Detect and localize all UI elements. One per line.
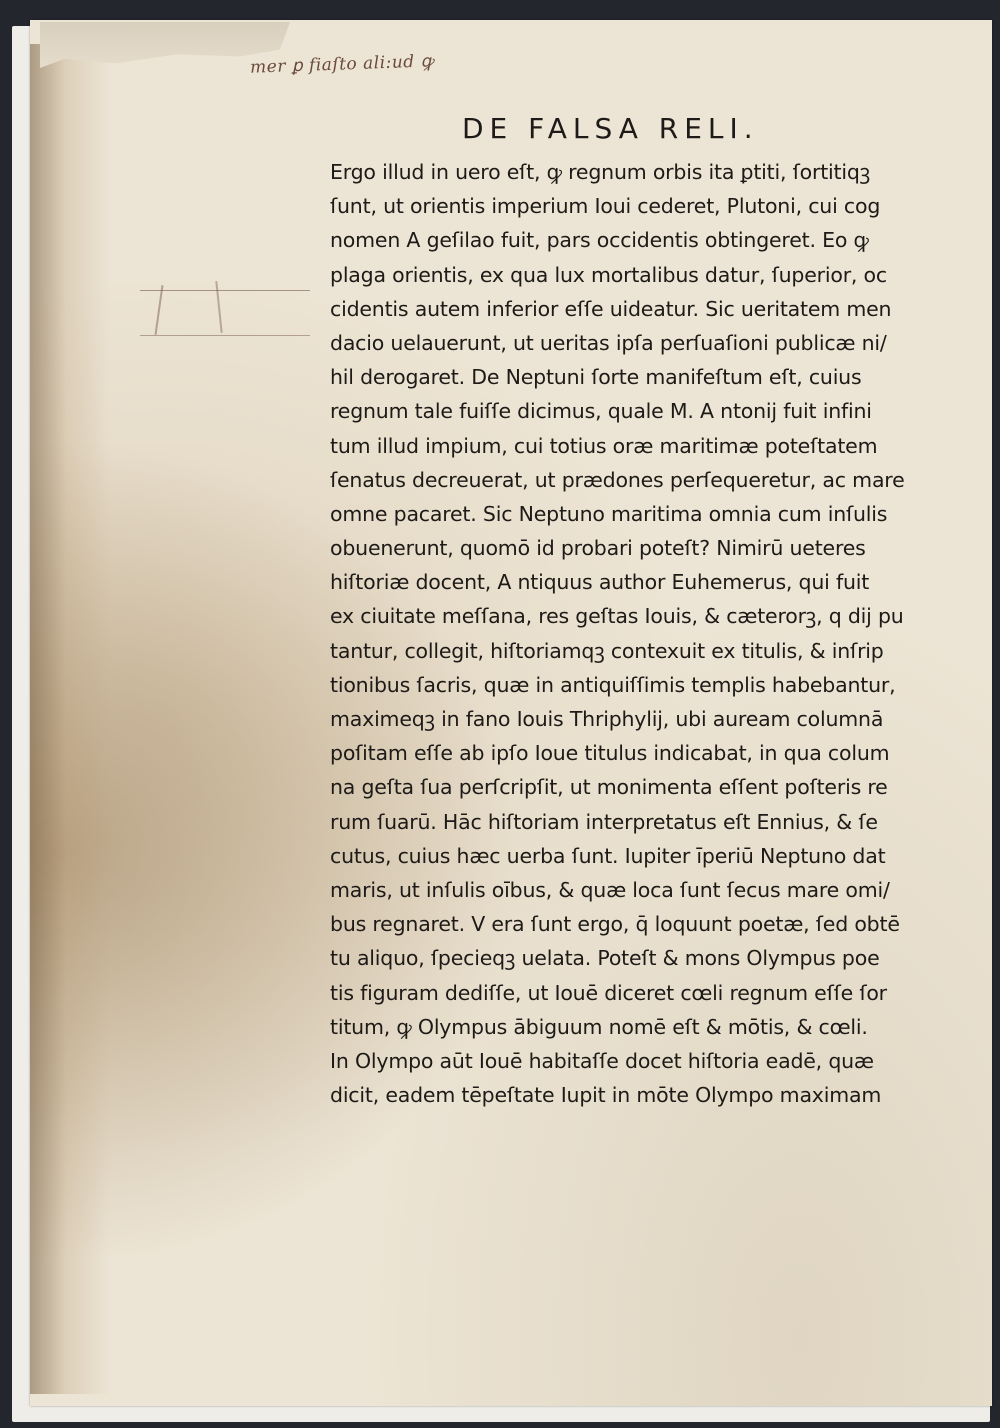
text-line: plaga orientis, ex qua lux mortalibus datur, ſuperior, oc (330, 262, 887, 287)
running-head: DE FALSA RELI. (462, 112, 759, 145)
text-line: tis figuram dediſſe, ut Iouē diceret cœli regnum eſſe ſor (330, 980, 887, 1005)
margin-ink-scribble (140, 290, 310, 336)
text-line: rum ſuarū. Hāc hiſtoriam interpretatus eſt Ennius, & ſe (330, 809, 878, 834)
text-line: nomen A geſilao fuit, pars occidentis obtingeret. Eo ꝙ (330, 228, 869, 253)
text-line: maris, ut inſulis oībus, & quæ loca ſunt ſecus mare omi/ (330, 877, 890, 902)
text-line: cidentis autem inferior eſſe uideatur. Sic ueritatem men (330, 296, 892, 321)
text-line: tum illud impium, cui totius oræ maritimæ poteſtatem (330, 433, 878, 458)
text-line: na geſta ſua perſcripſit, ut monimenta eſſent poſteris re (330, 775, 888, 800)
text-line: maximeqꝫ in fano Iouis Thriphylij, ubi auream columnā (330, 707, 884, 731)
page-stain-edge (30, 44, 110, 1394)
text-line: ex ciuitate meſſana, res geſtas Iouis, & cæterorꝫ, q dij pu (330, 604, 904, 629)
text-line: obuenerunt, quomō id probari poteſt? Nimirū ueteres (330, 536, 866, 561)
text-line: bus regnaret. V era ſunt ergo, q̄ loquunt poetæ, ſed obtē (330, 912, 900, 937)
text-line: poſitam eſſe ab ipſo Ioue titulus indicabat, in qua colum (330, 741, 890, 766)
text-line: hil derogaret. De Neptuni ſorte manifeſtum eſt, cuius (330, 365, 862, 390)
text-line: ſunt, ut orientis imperium Ioui cederet, Plutoni, cui cog (330, 194, 881, 219)
text-line: tionibus ſacris, quæ in antiquiſſimis templis habebantur, (330, 672, 896, 697)
text-line: In Olympo aūt Iouē habitaſſe docet hiſtoria eadē, quæ (330, 1048, 874, 1073)
text-block (330, 155, 945, 1112)
text-line: tu aliquo, ſpecieqꝫ uelata. Poteſt & mons Olympus poe (330, 946, 880, 971)
text-line: tantur, collegit, hiſtoriamqꝫ contexuit ex titulis, & inſrip (330, 638, 884, 663)
text-line: cutus, cuius hæc uerba ſunt. Iupiter īperiū Neptuno dat (330, 843, 886, 868)
text-line: hiſtoriæ docent, A ntiquus author Euhemerus, qui fuit (330, 570, 870, 595)
text-line: dicit, eadem tēpeſtate Iupit in mōte Olympo maximam (330, 1083, 882, 1108)
text-line: regnum tale fuiſſe dicimus, quale M. A ntonij fuit infini (330, 399, 872, 424)
text-line: Ergo illud in uero eſt, ꝙ regnum orbis ita ꝑtiti, ſortitiqꝫ (330, 160, 870, 184)
text-line: titum, ꝙ Olympus ābiguum nomē eſt & mōtis, & cœli. (330, 1014, 868, 1039)
text-line: ſenatus decreuerat, ut prædones perſequeretur, ac mare (330, 467, 905, 492)
text-line: omne pacaret. Sic Neptuno maritima omnia cum inſulis (330, 501, 888, 526)
text-line: dacio uelauerunt, ut ueritas ipſa perſuaſioni publicæ ni/ (330, 330, 887, 355)
handwritten-margin-note: mer ꝑ fiaſto ali:ud ꝙ (249, 51, 435, 78)
